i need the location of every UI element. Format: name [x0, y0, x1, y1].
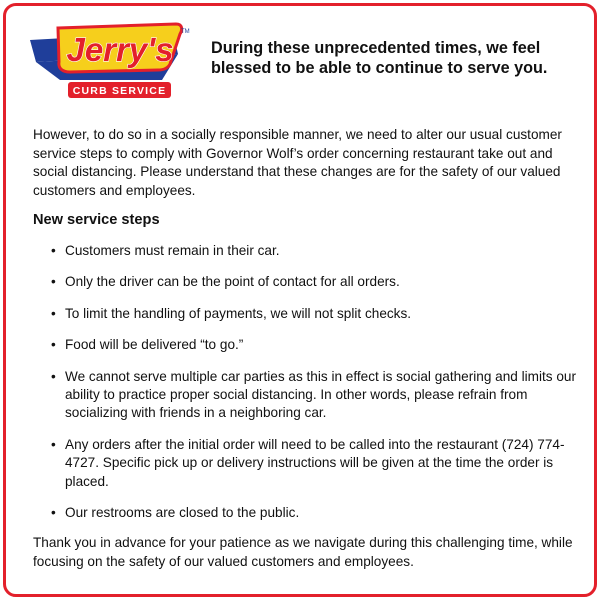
logo-wordmark: Jerry's [66, 31, 174, 68]
service-step-text: Only the driver can be the point of contact for all orders. [65, 274, 400, 290]
service-step [50, 305, 590, 323]
service-step [50, 242, 590, 260]
logo-tagline: CURB SERVICE [72, 85, 167, 97]
bullet-icon: • [51, 368, 56, 384]
service-steps-list [50, 242, 590, 535]
bullet-icon: • [51, 305, 56, 321]
jerrys-curb-service-logo [28, 20, 193, 105]
closing-paragraph: Thank you in advance for your patience as we navigate during this challenging time, while focusing on the safety of our valued customers and employees. [33, 535, 573, 569]
bullet-icon: • [51, 505, 56, 521]
service-step [50, 336, 590, 354]
intro-paragraph: However, to do so in a socially responsible manner, we need to alter our usual customer service steps to comply with Governor Wolf’s order concerning restaurant take out and social distancing. Please understand that these changes are for the safety of our valued customers and employees. [33, 127, 562, 198]
bullet-icon: • [51, 274, 56, 290]
service-step-text: Our restrooms are closed to the public. [65, 505, 300, 521]
service-step [50, 368, 590, 423]
headline: During these unprecedented times, we feel blessed to be able to continue to serve you. [211, 39, 548, 77]
bullet-icon: • [51, 337, 56, 353]
service-step [50, 504, 590, 522]
service-step [50, 273, 590, 291]
service-step-text: Customers must remain in their car. [65, 243, 280, 258]
jerrys-logo-graphic [28, 20, 193, 105]
section-title: New service steps [33, 212, 160, 228]
logo-trademark: TM [181, 29, 190, 35]
service-step [50, 436, 590, 491]
bullet-icon: • [51, 243, 56, 258]
notice-card [3, 3, 597, 597]
service-step-text: Food will be delivered “to go.” [65, 337, 244, 353]
bullet-icon: • [51, 436, 56, 452]
service-step-text: To limit the handling of payments, we will not split checks. [65, 305, 412, 321]
service-step-text: We cannot serve multiple car parties as this in effect is social gathering and limits our ability to practice proper social distancing. In other words, please refrain from socializing with friends in a neighboring car. [65, 368, 577, 421]
service-step-text: Any orders after the initial order will need to be called into the restaurant (724) 774-4727. Specific pick up or delivery instructions will be given at the time the order is placed. [65, 436, 565, 489]
